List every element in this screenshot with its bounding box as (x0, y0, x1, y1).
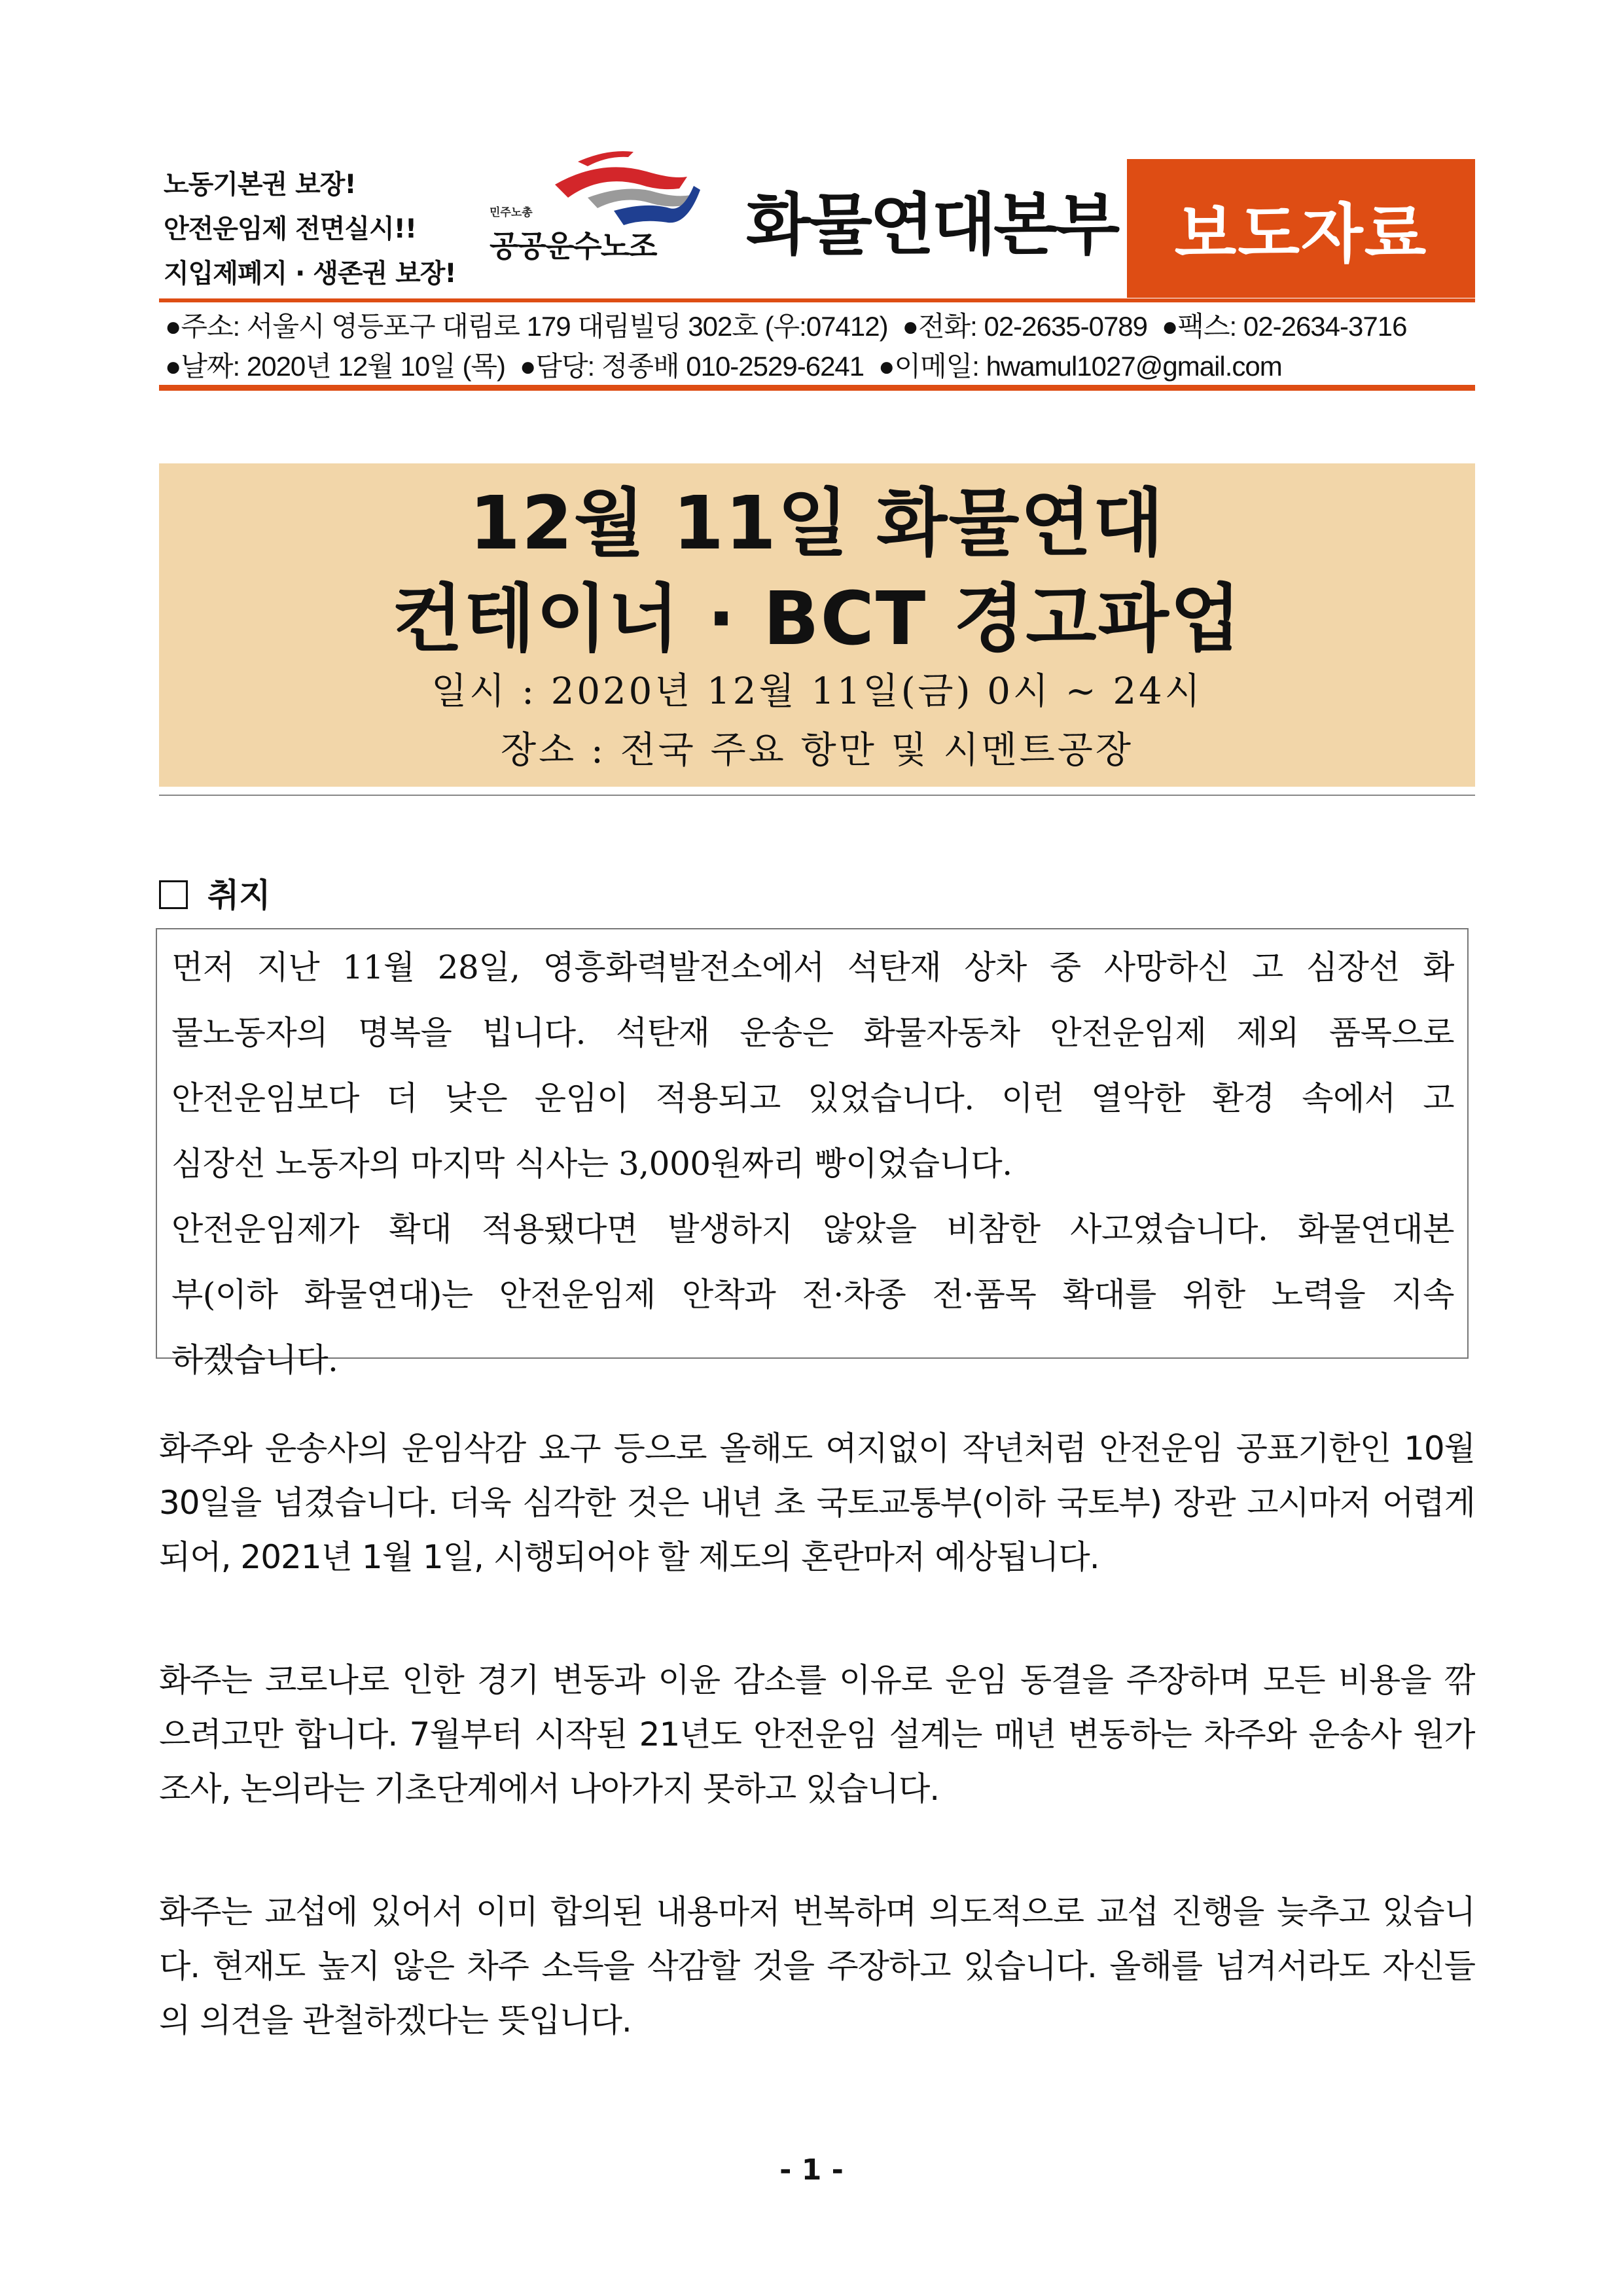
org-name: 화물연대본부 (746, 187, 1118, 264)
phone: ●전화: 02-2635-0789 (902, 311, 1148, 342)
headline-line-1: 12월 11일 화물연대 (469, 481, 1165, 566)
paragraph-3 (159, 1885, 1475, 2048)
paragraph-2 (159, 1653, 1475, 1816)
email: ●이메일: hwamul1027@gmail.com (878, 351, 1282, 382)
slogan-block (164, 162, 456, 296)
purpose-line: 심장선 노동자의 마지막 식사는 3,000원짜리 빵이었습니다. (171, 1145, 1012, 1183)
header-rule-bottom (159, 385, 1475, 391)
paragraph-line: 조사, 논의라는 기초단계에서 나아가지 못하고 있습니다. (159, 1770, 940, 1808)
slogan-3: 지입제폐지 · 생존권 보장! (164, 259, 456, 289)
purpose-text (171, 935, 1454, 1393)
logo-main-text: 공공운수노조 (490, 228, 656, 264)
contact-line-1 (165, 305, 1421, 344)
purpose-line: 안전운임제가 확대 적용됐다면 발생하지 않았을 비참한 사고였습니다. 화물연대본 (171, 1210, 1454, 1248)
section-heading (159, 869, 271, 916)
section-heading-text: 취지 (207, 876, 271, 914)
contact-line-2 (165, 345, 1296, 384)
paragraph-1 (159, 1422, 1475, 1585)
paragraph-line: 의 의견을 관철하겠다는 뜻입니다. (159, 2001, 632, 2039)
purpose-line: 하겠습니다. (171, 1341, 338, 1379)
purpose-line: 안전운임보다 더 낮은 운임이 적용되고 있었습니다. 이런 열악한 환경 속에서 고 (171, 1079, 1454, 1117)
headline-line-2: 컨테이너 · BCT 경고파업 (391, 577, 1243, 662)
paragraph-line: 화주는 교섭에 있어서 이미 합의된 내용마저 번복하며 의도적으로 교섭 진행을 늦추고 있습니 (159, 1893, 1475, 1931)
date: ●날짜: 2020년 12월 10일 (목) (165, 351, 505, 382)
paragraph-line: 화주와 운송사의 운임삭감 요구 등으로 올해도 여지없이 작년처럼 안전운임 공표기한인 10월 (159, 1429, 1475, 1467)
event-date: 일시 : 2020년 12월 11일(금) 0시 ~ 24시 (431, 670, 1203, 713)
header-rule-top (159, 298, 1475, 302)
page-number: - 1 - (779, 2153, 844, 2187)
checkbox-icon (159, 880, 188, 909)
paragraph-line: 화주는 코로나로 인한 경기 변동과 이윤 감소를 이유로 운임 동결을 주장하며 모든 비용을 깎 (159, 1661, 1475, 1699)
paragraph-line: 으려고만 합니다. 7월부터 시작된 21년도 안전운임 설계는 매년 변동하는 차주와 운송사 원가 (159, 1715, 1475, 1753)
press-release-badge (1127, 159, 1475, 298)
purpose-line: 물노동자의 명복을 빕니다. 석탄재 운송은 화물자동차 안전운임제 제외 품목으로 (171, 1014, 1454, 1052)
fax: ●팩스: 02-2634-3716 (1162, 311, 1407, 342)
slogan-1: 노동기본권 보장! (164, 170, 356, 200)
logo-small-text: 민주노총 (490, 206, 533, 219)
paragraph-line: 되어, 2021년 1월 1일, 시행되어야 할 제도의 혼란마저 예상됩니다. (159, 1538, 1099, 1576)
union-logo (490, 145, 725, 263)
paragraph-line: 30일을 넘겼습니다. 더욱 심각한 것은 내년 초 국토교통부(이하 국토부) 장관 고시마저 어렵게 (159, 1484, 1475, 1522)
purpose-line: 부(이하 화물연대)는 안전운임제 안착과 전·차종 전·품목 확대를 위한 노력을 지속 (171, 1276, 1454, 1314)
press-release-label: 보도자료 (1174, 196, 1428, 272)
paragraph-line: 다. 현재도 높지 않은 차주 소득을 삭감할 것을 주장하고 있습니다. 올해를 넘겨서라도 자신들 (159, 1947, 1475, 1985)
title-underline (159, 795, 1475, 796)
title-box (159, 463, 1475, 787)
event-place: 장소 : 전국 주요 항만 및 시멘트공장 (500, 729, 1134, 772)
purpose-line: 먼저 지난 11월 28일, 영흥화력발전소에서 석탄재 상차 중 사망하신 고 심장선 화 (171, 948, 1454, 986)
slogan-2: 안전운임제 전면실시!! (164, 214, 417, 244)
address: ●주소: 서울시 영등포구 대림로 179 대림빌딩 302호 (우:07412) (165, 311, 888, 342)
contact-person: ●담당: 정종배 010-2529-6241 (520, 351, 865, 382)
purpose-box (156, 928, 1469, 1379)
